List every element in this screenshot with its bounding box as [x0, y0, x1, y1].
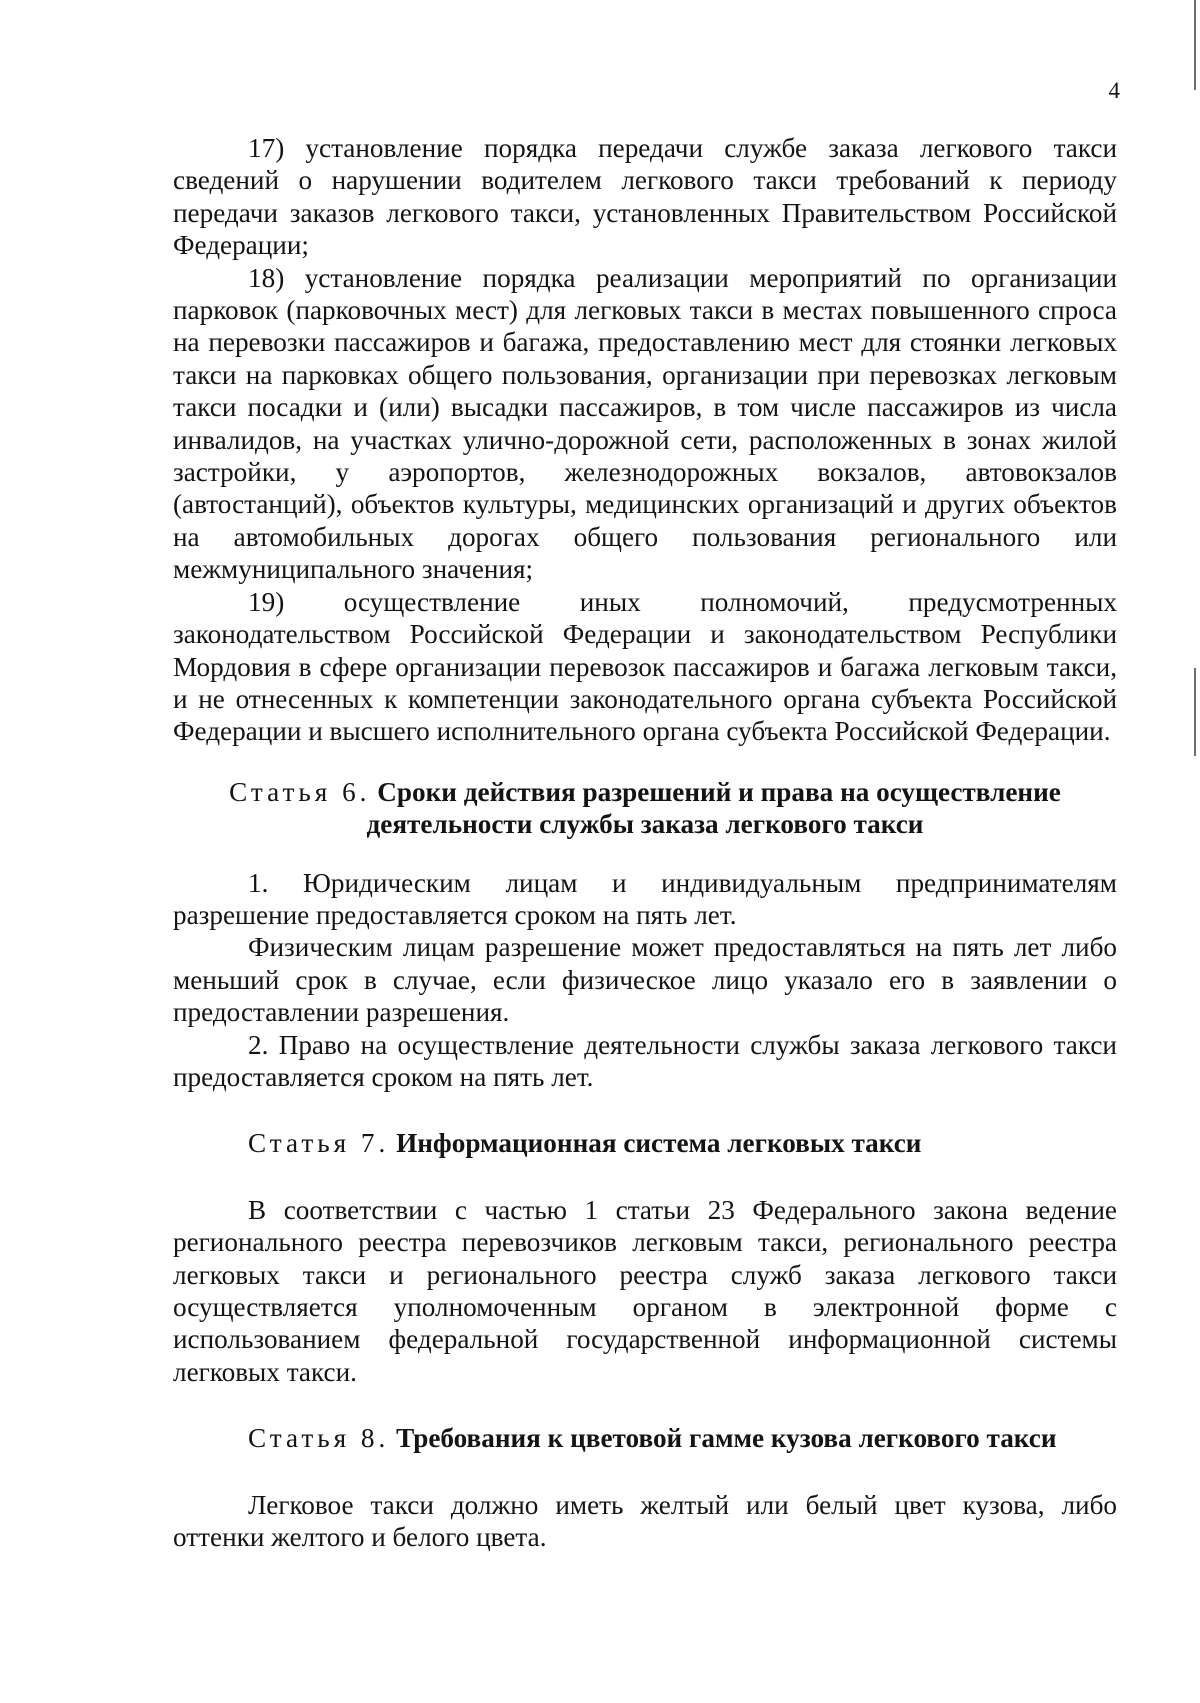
- list-item-17: 17) установление порядка передачи службе заказа легкового такси сведений о нарушении водителем легкового такси требований к периоду передачи заказов легкового такси, установленных Правительством Российской Федерации;: [173, 133, 1117, 261]
- article-6-paragraph: 2. Право на осуществление деятельности службы заказа легкового такси предоставляется сроком на пять лет.: [173, 1029, 1117, 1092]
- article-7-paragraph: В соответствии с частью 1 статьи 23 Федерального закона ведение регионального реестра перевозчиков легковым такси, регионального реестра легковых такси и регионального реестра служб заказа легкового такси осуществляется уполномоченным органом в электронной форме с использованием федеральной государственной информационной системы легковых такси.: [173, 1194, 1117, 1387]
- article-8-title: Требования к цветовой гамме кузова легкового такси: [396, 1423, 1057, 1454]
- document-body: [173, 132, 1117, 1553]
- page-number: 4: [1108, 78, 1120, 103]
- article-8-heading: [173, 1422, 1117, 1454]
- article-6-heading: [173, 776, 1117, 841]
- article-8-paragraph: Легковое такси должно иметь желтый или белый цвет кузова, либо оттенки желтого и белого цвета.: [173, 1489, 1117, 1553]
- article-8-label: Статья 8.: [248, 1423, 390, 1454]
- article-7-title: Информационная система легковых такси: [396, 1128, 922, 1159]
- article-6-paragraph: Физическим лицам разрешение может предоставляться на пять лет либо меньший срок в случае, если физическое лицо указало его в заявлении о предоставлении разрешения.: [173, 932, 1117, 1028]
- scan-edge-line: [1194, 668, 1196, 756]
- scan-edge-line: [1194, 0, 1196, 90]
- article-6-title-line-1: Сроки действия разрешений и права на осуществление: [377, 776, 1061, 807]
- article-7-label: Статья 7.: [248, 1128, 390, 1159]
- article-6-paragraph: 1. Юридическим лицам и индивидуальным предпринимателям разрешение предоставляется сроком на пять лет.: [173, 867, 1117, 930]
- list-item-19: 19) осуществление иных полномочий, предусмотренных законодательством Российской Федерации и законодательством Республики Мордовия в сфере организации перевозок пассажиров и багажа легковым такси, и не отнесенных к компетенции законодательного органа субъекта Российской Федерации и высшего исполнительного органа субъекта Российской Федерации.: [173, 586, 1117, 747]
- list-item-18: 18) установление порядка реализации мероприятий по организации парковок (парковочных мест) для легковых такси в местах повышенного спроса на перевозки пассажиров и багажа, предоставлению мест для стоянки легковых такси на парковках общего пользования, организации при перевозках легковым такси посадки и (или) высадки пассажиров, в том числе пассажиров из числа инвалидов, на участках улично-дорожной сети, расположенных в зонах жилой застройки, у аэропортов, железнодорожных вокзалов, автовокзалов (автостанций), объектов культуры, медицинских организаций и других объектов на автомобильных дорогах общего пользования регионального или межмуниципального значения;: [173, 262, 1117, 585]
- article-6-label: Статья 6.: [229, 776, 371, 807]
- article-6-title-line-2: деятельности службы заказа легкового такси: [366, 809, 924, 840]
- article-7-heading: [173, 1127, 1117, 1159]
